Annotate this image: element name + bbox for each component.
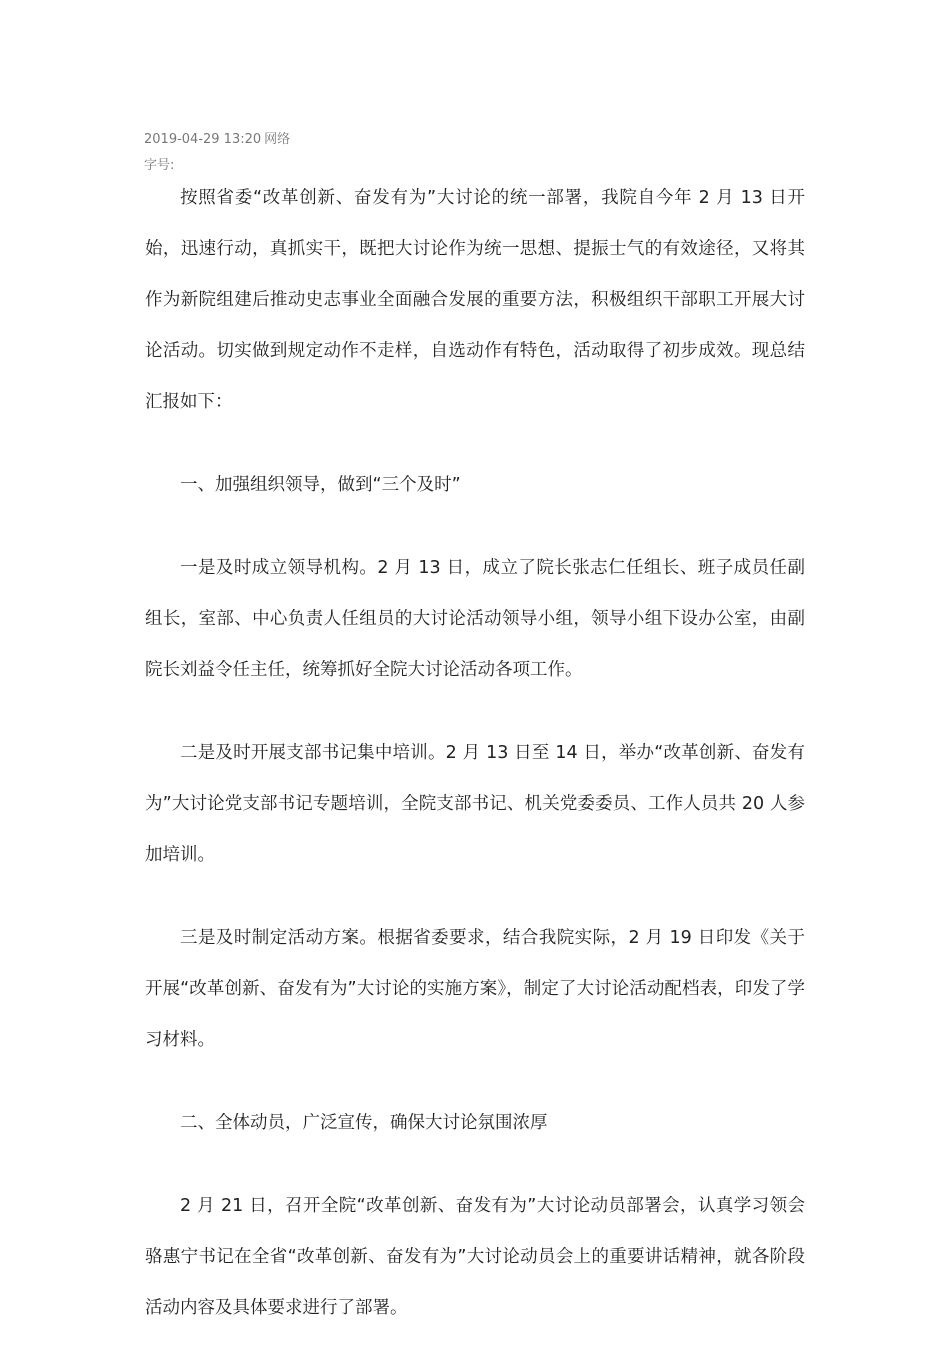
- section-heading-2: 二、全体动员，广泛宣传，确保大讨论氛围浓厚: [180, 1113, 548, 1133]
- article-body: [145, 173, 805, 1366]
- body-paragraph: 二是及时开展支部书记集中培训。2 月 13 日至 14 日，举办“改革创新、奋发有为”大讨论党支部书记专题培训，全院支部书记、机关党委委员、工作人员共 20 人参加培训。: [145, 743, 805, 865]
- body-paragraph: 一是及时成立领导机构。2 月 13 日，成立了院长张志仁任组长、班子成员任副组长，室部、中心负责人任组员的大讨论活动领导小组，领导小组下设办公室，由副院长刘益令任主任，统筹抓好全院大讨论活动各项工作。: [145, 558, 805, 680]
- font-size-label: 字号:: [144, 158, 175, 173]
- intro-paragraph: 按照省委“改革创新、奋发有为”大讨论的统一部署，我院自今年 2 月 13 日开始，迅速行动，真抓实干，既把大讨论作为统一思想、提振士气的有效途径，又将其作为新院组建后推动史志事业全面融合发展的重要方法，积极组织干部职工开展大讨论活动。切实做到规定动作不走样，自选动作有特色，活动取得了初步成效。现总结汇报如下：: [145, 188, 805, 412]
- body-paragraph: 三是及时制定活动方案。根据省委要求，结合我院实际，2 月 19 日印发《关于开展“改革创新、奋发有为”大讨论的实施方案》，制定了大讨论活动配档表，印发了学习材料。: [145, 928, 805, 1050]
- section-heading-1: 一、加强组织领导，做到“三个及时”: [180, 475, 461, 495]
- body-paragraph: 2 月 21 日，召开全院“改革创新、奋发有为”大讨论动员部署会，认真学习领会骆惠宁书记在全省“改革创新、奋发有为”大讨论动员会上的重要讲话精神，就各阶段活动内容及具体要求进行了部署。: [145, 1196, 805, 1318]
- article-source: 网络: [264, 132, 291, 147]
- publish-datetime: 2019-04-29 13:20: [144, 132, 262, 147]
- article-meta: [144, 128, 290, 147]
